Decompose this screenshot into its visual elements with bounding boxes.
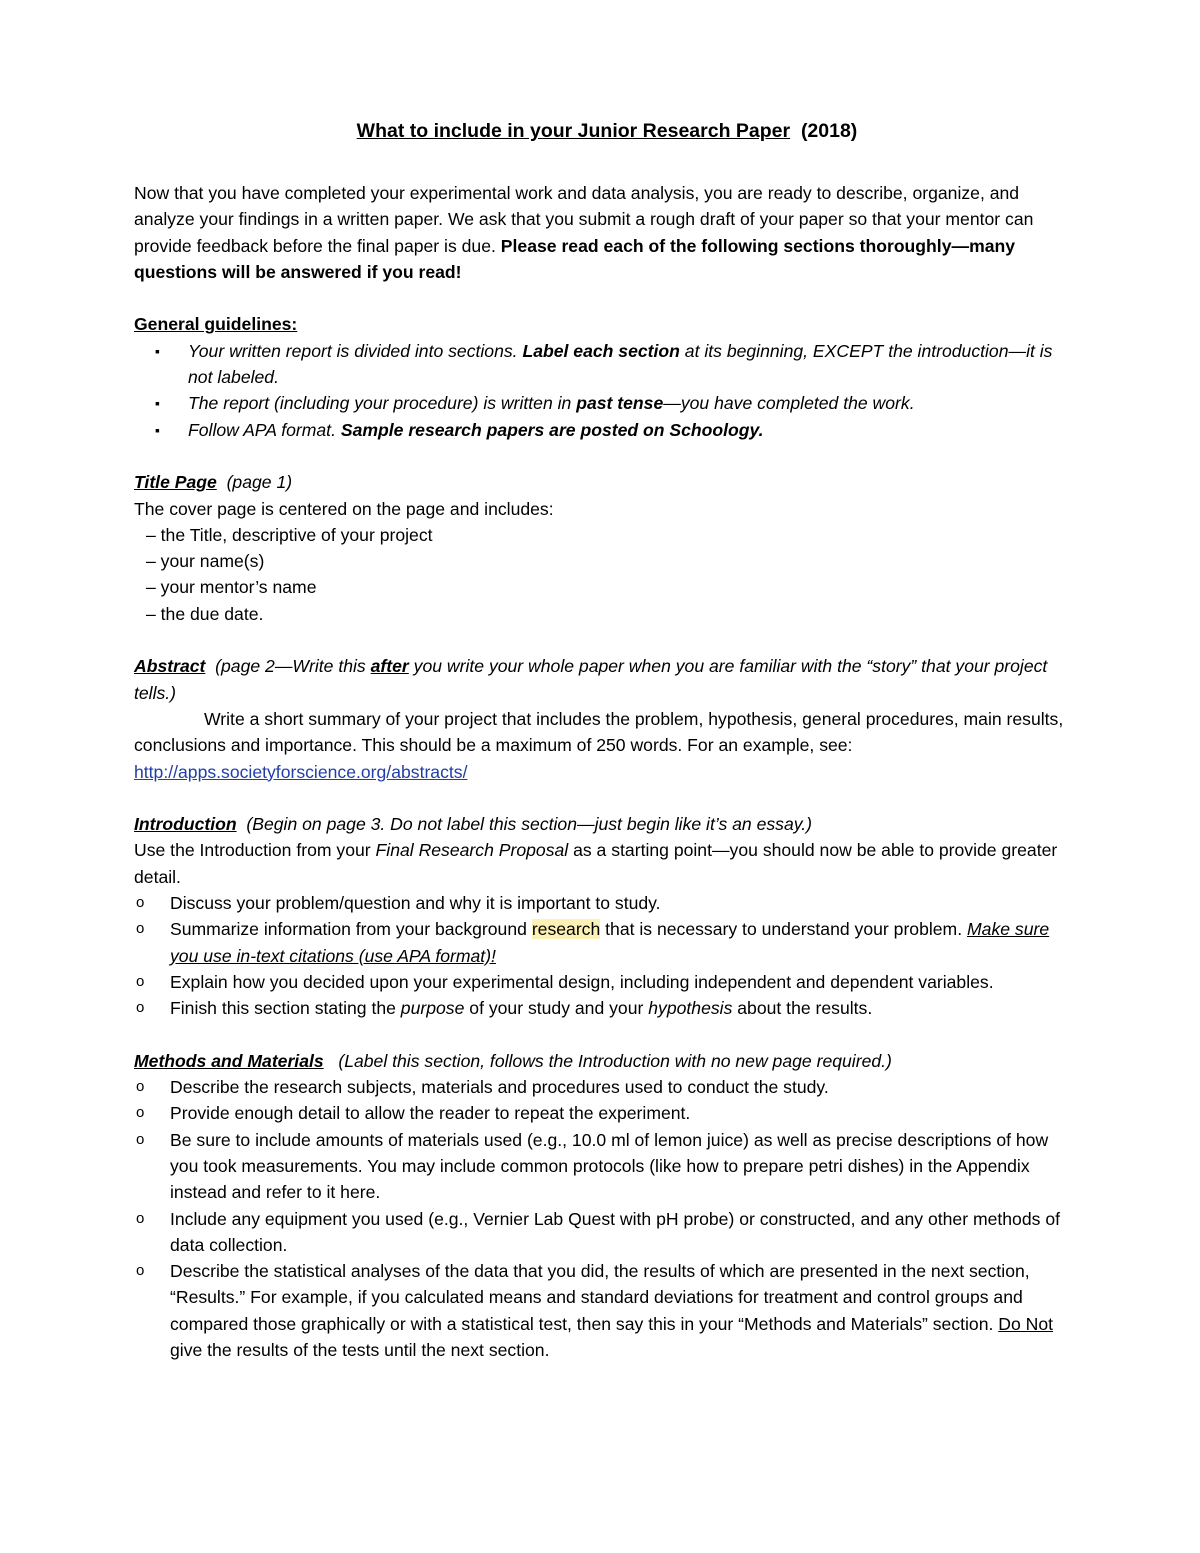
introduction-note: (Begin on page 3. Do not label this section—just begin like it’s an essay.): [246, 814, 812, 835]
list-item: ▪ Your written report is divided into sections. Label each section at its beginning, EXCEPT the introduction—it is not labeled.: [188, 338, 1080, 391]
abstract-body: Write a short summary of your project that includes the problem, hypothesis, general procedures, main results, conclusions and importance. This should be a maximum of 250 words. For an example, see: http://apps.societyforscience.org/abstracts/: [134, 708, 1064, 782]
methods-note: (Label this section, follows the Introduction with no new page required.): [338, 1050, 892, 1071]
methods-list: [134, 1074, 1080, 1363]
list-item: o Discuss your problem/question and why it is important to study.: [170, 890, 1080, 916]
introduction-heading: Introduction: [134, 814, 237, 835]
list-item: o Include any equipment you used (e.g., Vernier Lab Quest with pH probe) or constructed, and any other methods of data collection.: [170, 1206, 1080, 1259]
list-item: o Finish this section stating the purpose of your study and your hypothesis about the results.: [170, 995, 1080, 1021]
abstract-heading-line: Abstract (page 2—Write this after you write your whole paper when you are familiar with the “story” that your project tells.): [134, 656, 1048, 703]
list-item: – your mentor’s name: [146, 577, 317, 598]
title-page-description: The cover page is centered on the page and includes:: [134, 498, 554, 519]
title-page-heading: Title Page: [134, 472, 217, 493]
introduction-list: [134, 890, 1080, 1021]
document-body: [134, 116, 1080, 1363]
title-page-heading-line: [134, 469, 1080, 495]
general-guidelines-heading: General guidelines:: [134, 314, 298, 335]
list-item: – your name(s): [146, 551, 265, 572]
abstracts-link[interactable]: http://apps.societyforscience.org/abstracts/: [134, 761, 468, 782]
list-item: o Explain how you decided upon your experimental design, including independent and dependent variables.: [170, 969, 1080, 995]
intro-paragraph: [134, 180, 1080, 285]
methods-heading: Methods and Materials: [134, 1050, 324, 1071]
list-item: o Describe the statistical analyses of the data that you did, the results of which are presented in the next section, “Results.” For example, if you calculated means and standard deviations for treatment and control groups and compared those graphically or with a statistical test, then say this in your “Methods and Materials” section. Do Not give the results of the tests until the next section.: [170, 1258, 1080, 1363]
list-item: – the due date.: [146, 603, 264, 624]
list-item: ▪ Follow APA format. Sample research papers are posted on Schoology.: [188, 417, 1080, 443]
abstract-heading: Abstract: [134, 656, 206, 677]
list-item: o Describe the research subjects, materials and procedures used to conduct the study.: [170, 1074, 1080, 1100]
page-title: [134, 116, 1080, 146]
title-main: What to include in your Junior Research Paper: [356, 120, 791, 142]
list-item: o Provide enough detail to allow the reader to repeat the experiment.: [170, 1100, 1080, 1126]
general-guidelines-list: [134, 338, 1080, 443]
title-page-note: (page 1): [226, 472, 293, 493]
intro-bold-note: Please read each of the following sections thoroughly—many questions will be answered if you read!: [134, 235, 1016, 282]
list-item: – the Title, descriptive of your project: [146, 524, 433, 545]
introduction-lead: Use the Introduction from your Final Research Proposal as a starting point—you should now be able to provide greater detail.: [134, 840, 1058, 887]
intro-text: Now that you have completed your experimental work and data analysis, you are ready to describe, organize, and analyze your findings in a written paper. We ask that you submit a rough draft of your paper so that your mentor can provide feedback before the final paper is due.: [134, 183, 1034, 256]
introduction-heading-line: [134, 811, 1080, 837]
title-page-list: [134, 522, 1080, 627]
list-item: ▪ The report (including your procedure) is written in past tense—you have completed the work.: [188, 390, 1080, 416]
methods-heading-line: [134, 1048, 1080, 1074]
highlighted-word: research: [531, 919, 601, 940]
list-item: o Be sure to include amounts of materials used (e.g., 10.0 ml of lemon juice) as well as precise descriptions of how you took measurements. You may include common protocols (like how to prepare petri dishes) in the Appendix instead and refer to it here.: [170, 1127, 1080, 1206]
title-year: (2018): [800, 120, 858, 142]
list-item: o Summarize information from your background research that is necessary to understand your problem. Make sure you use in-text citations (use APA format)!: [170, 916, 1080, 969]
